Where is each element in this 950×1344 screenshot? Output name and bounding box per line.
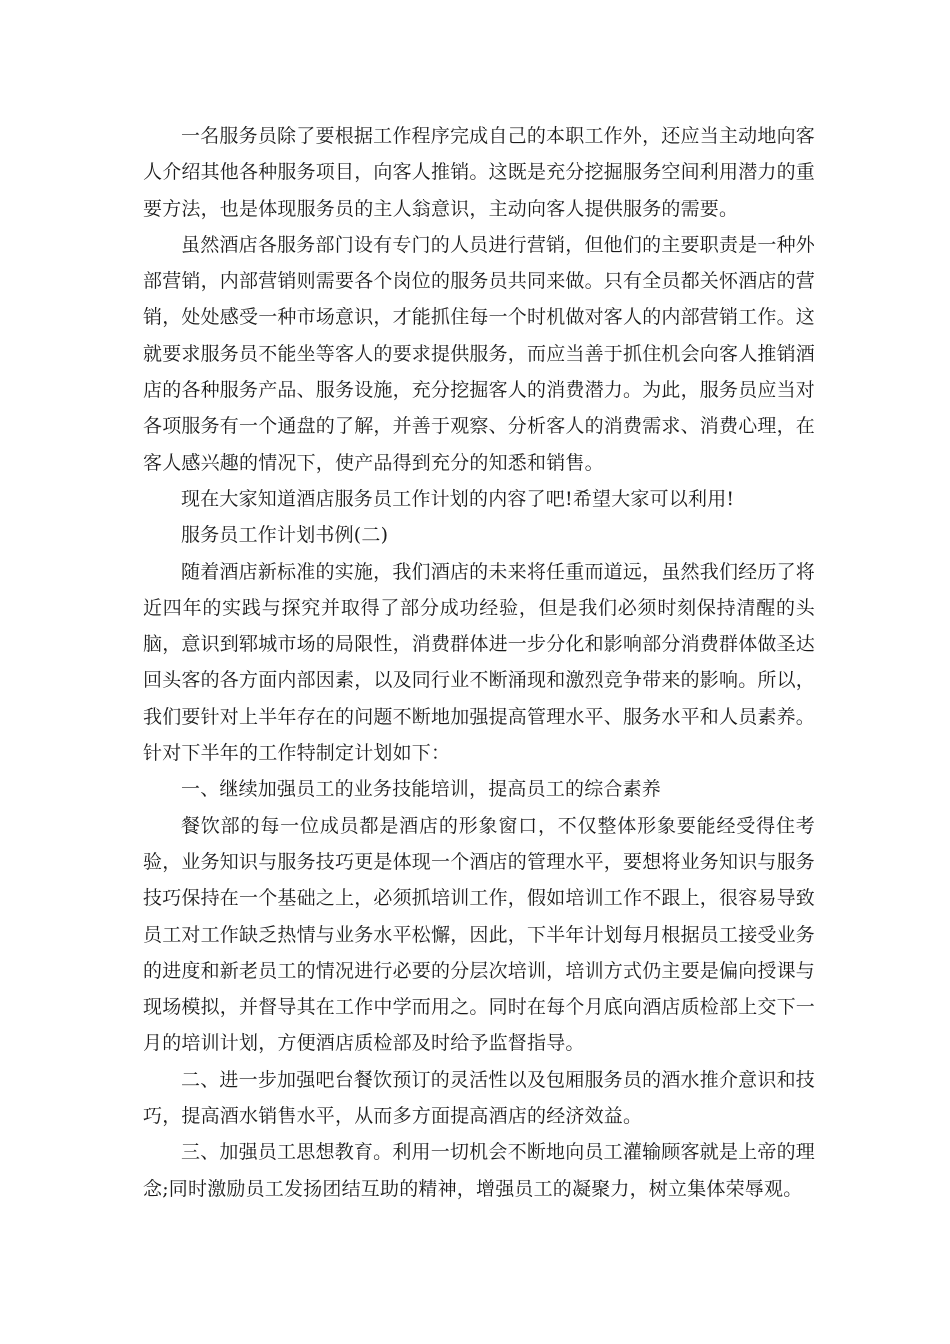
plan-item-one-heading: 一、继续加强员工的业务技能培训，提高员工的综合素养 [181, 778, 662, 801]
paragraph-internal-marketing: 虽然酒店各服务部门设有专门的人员进行营销，但他们的主要职责是一种外部营销，内部营销则需要各个岗位的服务员共同来做。只有全员都关怀酒店的营销，处处感受一种市场意识，才能抓住每一个时机做对客人的内部营销工作。这就要求服务员不能坐等客人的要求提供服务，而应当善于抓住机会向客人推销酒店的各种服务产品、服务设施，充分挖掘客人的消费潜力。为此，服务员应当对各项服务有一个通盘的了解，并善于观察、分析客人的消费需求、消费心理，在客人感兴趣的情况下，使产品得到充分的知悉和销售。 [143, 233, 816, 474]
paragraph-closing-note: 现在大家知道酒店服务员工作计划的内容了吧!希望大家可以利用! [181, 487, 735, 510]
section-heading-example-two: 服务员工作计划书例(二) [181, 524, 389, 547]
paragraph-training: 餐饮部的每一位成员都是酒店的形象窗口，不仅整体形象要能经受得住考验，业务知识与服务技巧更是体现一个酒店的管理水平，要想将业务知识与服务技巧保持在一个基础之上，必须抓培训工作，假如培训工作不跟上，很容易导致员工对工作缺乏热情与业务水平松懈，因此，下半年计划每月根据员工接受业务的进度和新老员工的情况进行必要的分层次培训，培训方式仍主要是偏向授课与现场模拟，并督导其在工作中学而用之。同时在每个月底向酒店质检部上交下一月的培训计划，方便酒店质检部及时给予监督指导。 [143, 814, 816, 1055]
document-body [143, 118, 815, 1207]
plan-item-two: 二、进一步加强吧台餐饮预订的灵活性以及包厢服务员的酒水推介意识和技巧，提高酒水销售水平，从而多方面提高酒店的经济效益。 [143, 1068, 815, 1128]
paragraph-sales-duty: 一名服务员除了要根据工作程序完成自己的本职工作外，还应当主动地向客人介绍其他各种服务项目，向客人推销。这既是充分挖掘服务空间利用潜力的重要方法，也是体现服务员的主人翁意识，主动向客人提供服务的需要。 [143, 125, 816, 220]
plan-item-three: 三、加强员工思想教育。利用一切机会不断地向员工灌输顾客就是上帝的理念;同时激励员工发扬团结互助的精神，增强员工的凝聚力，树立集体荣辱观。 [143, 1141, 815, 1200]
paragraph-intro-plan: 随着酒店新标准的实施，我们酒店的未来将任重而道远，虽然我们经历了将近四年的实践与探究并取得了部分成功经验，但是我们必须时刻保持清醒的头脑，意识到郓城市场的局限性，消费群体进一步分化和影响部分消费群体做圣达回头客的各方面内部因素，以及同行业不断涌现和激烈竞争带来的影响。所以，我们要针对上半年存在的问题不断地加强提高管理水平、服务水平和人员素养。针对下半年的工作特制定计划如下： [143, 560, 816, 765]
